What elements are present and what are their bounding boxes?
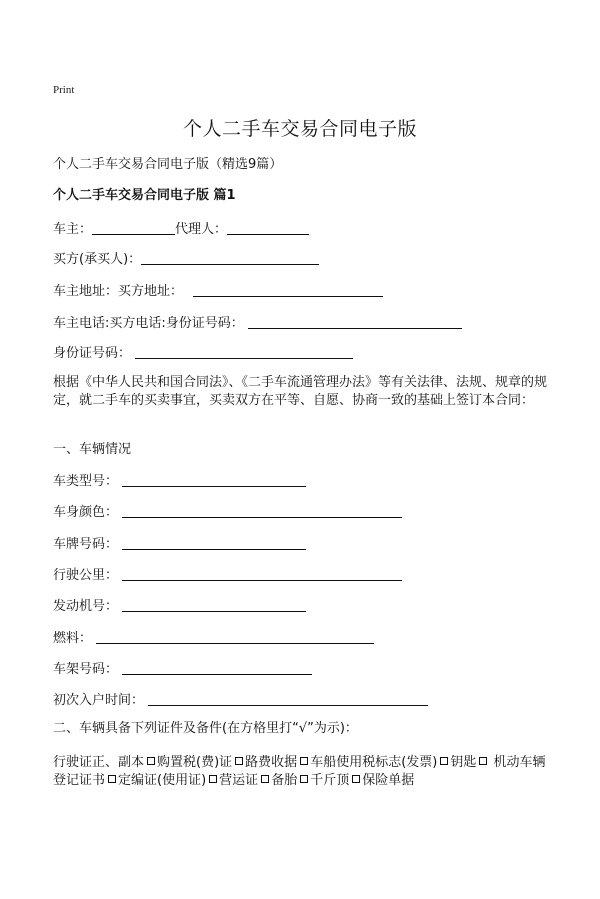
color-label: 车身颜色： [53,505,119,520]
model-label: 车类型号： [53,474,119,489]
id-field[interactable] [135,344,353,359]
checklist-item-registration: 机动车辆登记证书 [53,755,546,788]
buyer-label: 买方(承买人)： [53,252,142,267]
checklist-item-vessel-tax: 车船使用税标志(发票) [310,755,450,770]
id-label: 身份证号码： [53,346,132,361]
agent-field[interactable] [227,220,309,235]
mileage-label: 行驶公里： [53,568,119,583]
addresses-row [53,282,383,300]
checkbox-jack[interactable] [300,775,308,783]
documents-checklist [53,754,549,790]
vehicle-section-heading: 一、车辆情况 [53,442,132,457]
addresses-label: 车主地址：买方地址： [53,284,184,299]
buyer-field[interactable] [141,250,319,265]
checklist-item-operation: 营运证 [219,773,271,788]
checkbox-insurance[interactable] [352,775,360,783]
first-reg-label: 初次入户时间： [53,693,145,708]
engine-row [53,597,306,615]
checklist-item-insurance: 保险单据 [362,773,415,788]
mileage-row [53,566,402,584]
plate-label: 车牌号码： [53,537,119,552]
owner-field[interactable] [92,220,175,235]
plate-row [53,535,306,553]
checkbox-keys[interactable] [440,757,448,765]
phones-row [53,314,462,332]
fuel-label: 燃料： [53,631,93,646]
first-reg-field[interactable] [148,691,428,706]
checkbox-operation[interactable] [209,775,217,783]
engine-field[interactable] [122,597,306,612]
checklist-item-keys: 钥匙 [450,755,489,770]
model-field[interactable] [122,472,306,487]
checklist-item-jack: 千斤顶 [310,773,362,788]
phones-label: 车主电话:买方电话:身份证号码： [53,316,244,331]
checklist-item-toll: 路费收据 [245,755,310,770]
first-reg-row [53,691,428,709]
buyer-row [53,250,319,268]
checkbox-registration[interactable] [479,757,487,765]
agent-label: 代理人： [175,222,228,237]
checkbox-quota[interactable] [108,775,116,783]
color-row [53,503,402,521]
owner-label: 车主： [53,222,93,237]
fuel-field[interactable] [96,629,374,644]
document-subtitle: 个人二手车交易合同电子版（精选9篇） [53,157,283,172]
checklist-item-spare-tire: 备胎 [271,773,310,788]
id-row [53,344,353,362]
owner-agent-row [53,220,309,238]
plate-field[interactable] [122,535,306,550]
intro-paragraph: 根据《中华人民共和国合同法》、《二手车流通管理办法》等有关法律、法规、规章的规定，就二手车的买卖事宜，买卖双方在平等、自愿、协商一致的基础上签订本合同： [53,375,548,408]
frame-label: 车架号码： [53,662,119,677]
checklist-item-quota: 定编证(使用证) [118,773,219,788]
fuel-row [53,629,374,647]
color-field[interactable] [122,503,402,518]
mileage-field[interactable] [122,566,402,581]
frame-field[interactable] [122,660,312,675]
checklist-item-license: 行驶证正、副本 [53,755,157,770]
checkbox-toll[interactable] [235,757,243,765]
frame-row [53,660,312,678]
checkbox-purchase-tax[interactable] [147,757,155,765]
checkbox-vessel-tax[interactable] [300,757,308,765]
documents-section-heading: 二、车辆具备下列证件及备件(在方格里打“√”为示)： [53,721,358,736]
checkbox-spare-tire[interactable] [261,775,269,783]
engine-label: 发动机号： [53,599,119,614]
print-label: Print [53,84,75,96]
checklist-item-purchase-tax: 购置税(费)证 [157,755,245,770]
addresses-field[interactable] [193,282,383,297]
section-heading: 个人二手车交易合同电子版 篇1 [53,188,236,203]
document-title: 个人二手车交易合同电子版 [182,118,417,140]
phones-field[interactable] [248,314,462,329]
model-row [53,472,306,490]
